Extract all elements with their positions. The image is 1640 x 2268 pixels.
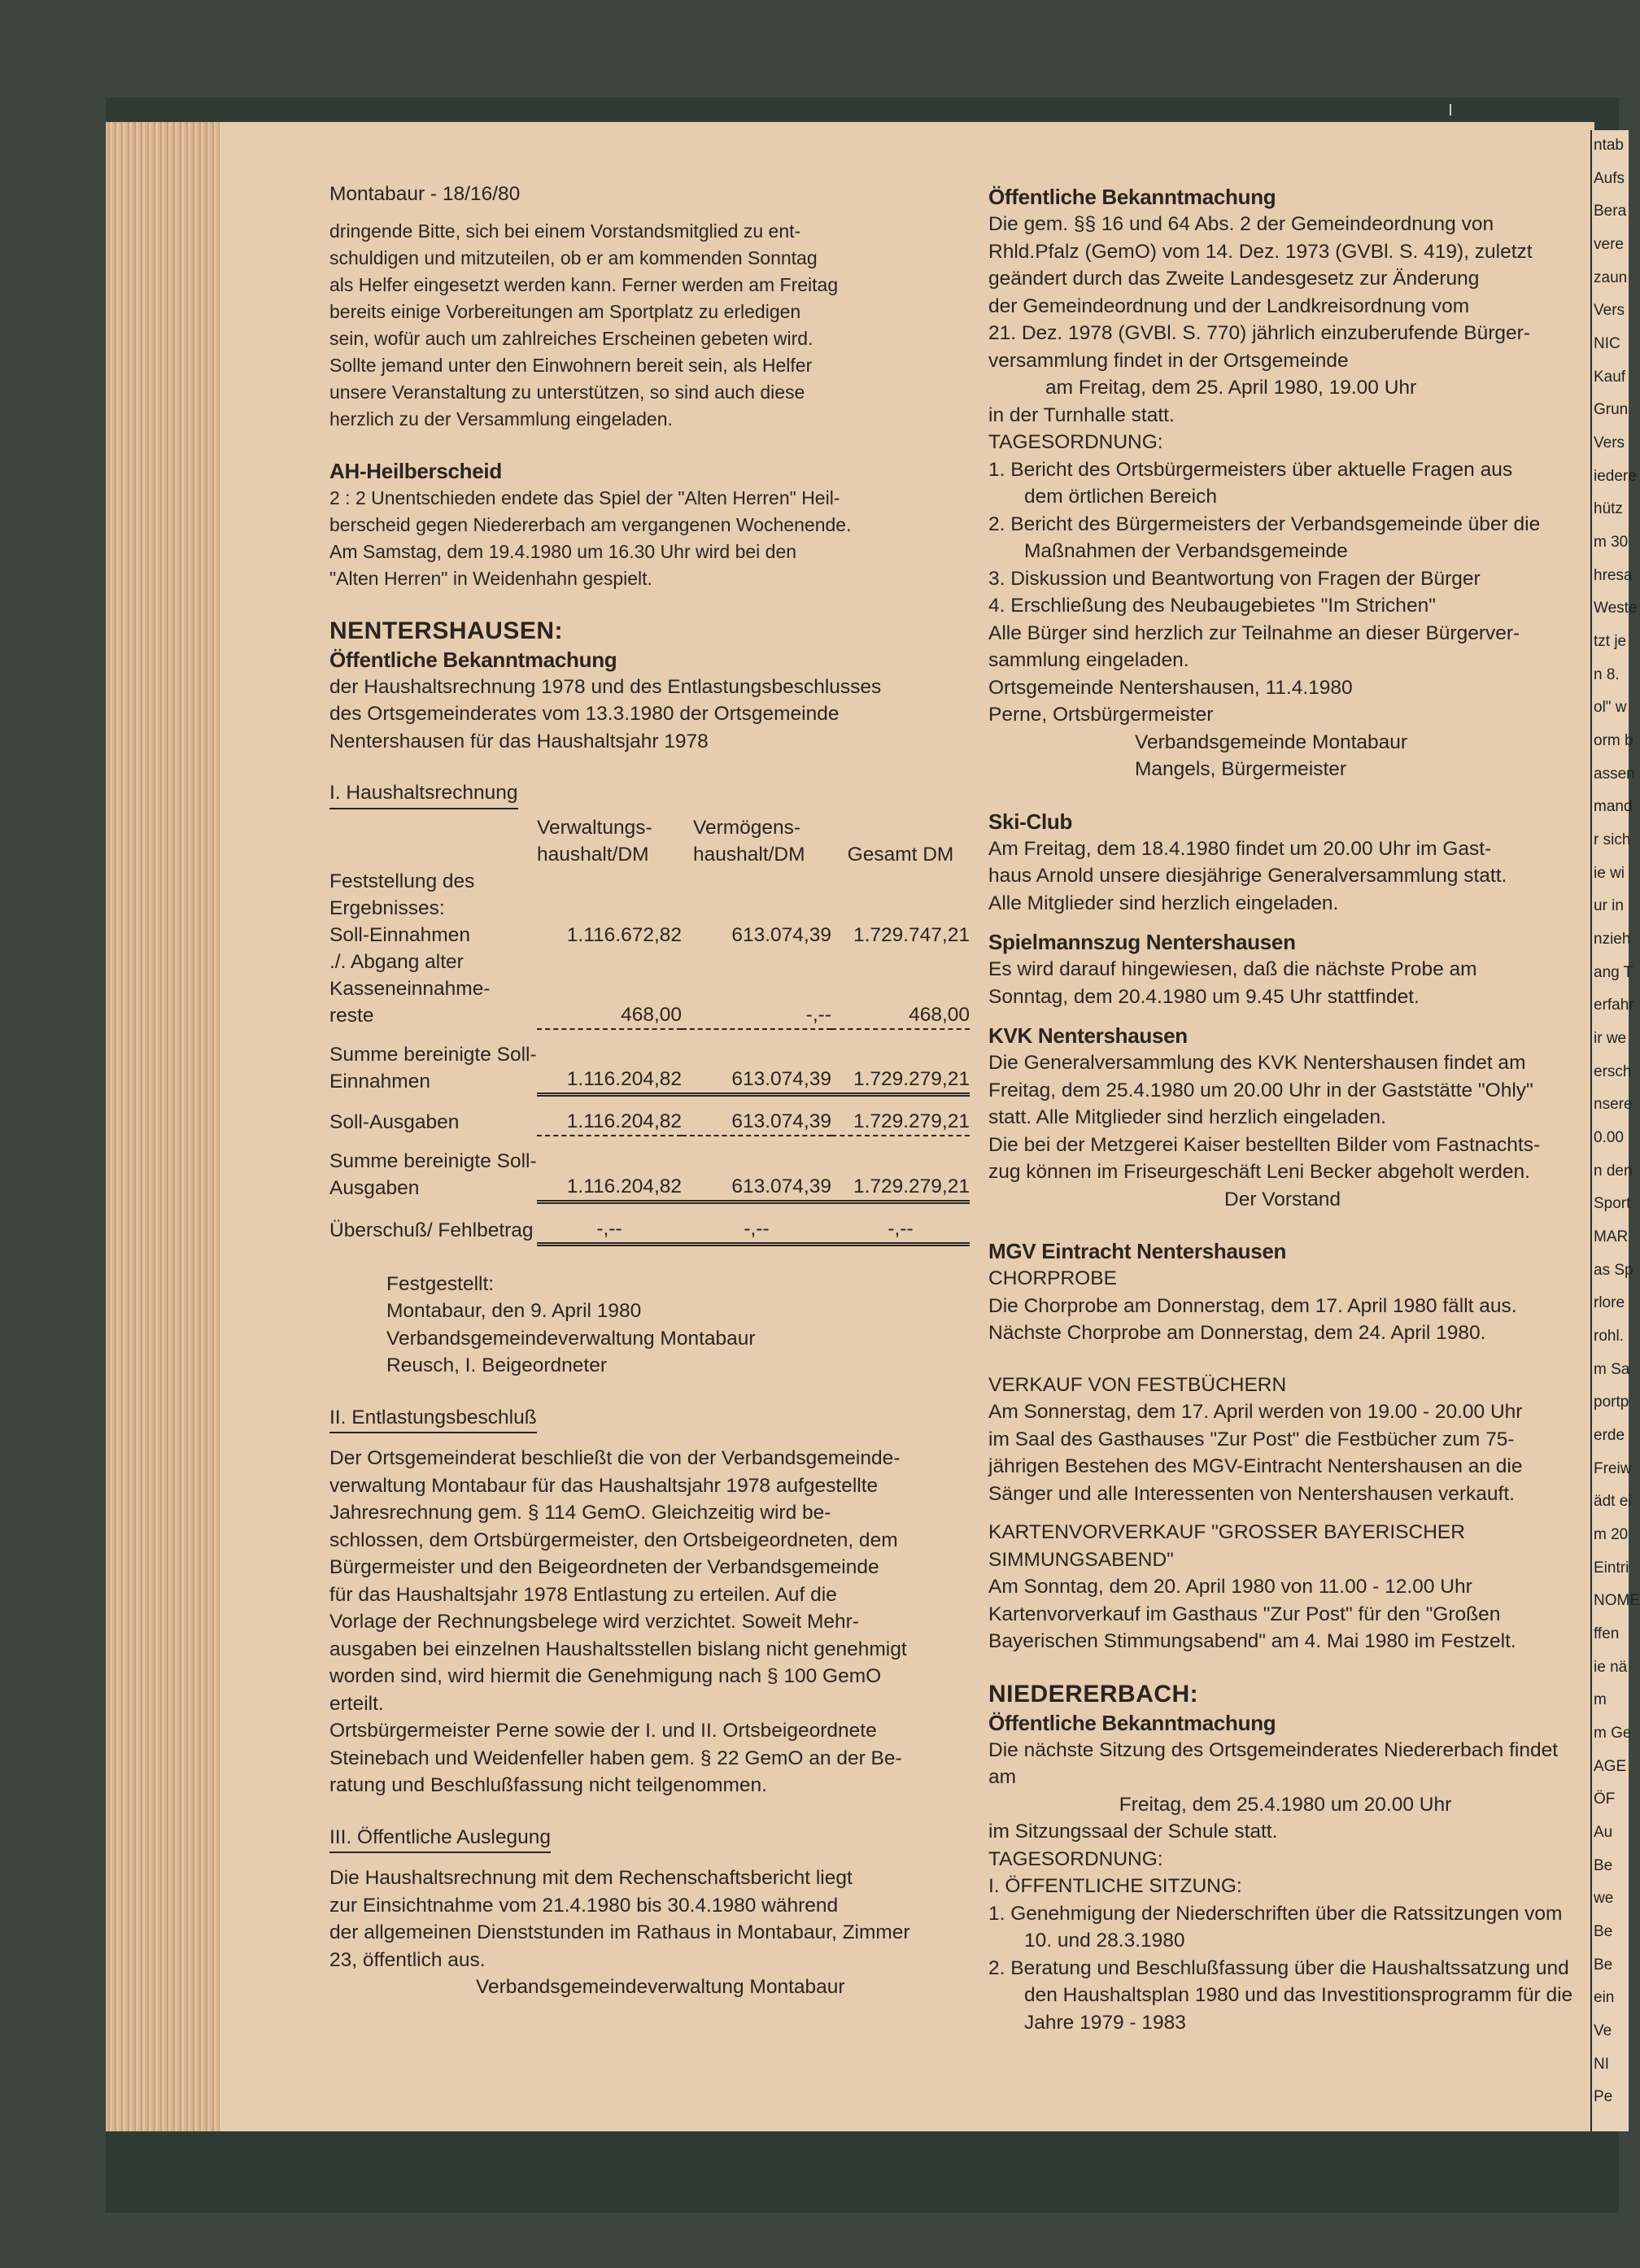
intro-line: schuldigen und mitzuteilen, ob er am kommenden Sonntag bbox=[329, 246, 818, 268]
agenda-item-cont: Maßnahmen der Verbandsgemeinde bbox=[1024, 540, 1348, 562]
niedererbach-paragraph bbox=[988, 1737, 1582, 2037]
cell-gesamt: 1.729.279,21 bbox=[831, 1148, 970, 1202]
table-row bbox=[329, 1108, 970, 1136]
auslegung-signature: Verbandsgemeindeverwaltung Montabaur bbox=[476, 1976, 845, 1998]
adjacent-page-fragment: ÖF bbox=[1594, 1790, 1616, 1808]
cell-gesamt: 1.729.279,21 bbox=[831, 1041, 970, 1095]
ah-line: Am Samstag, dem 19.4.1980 um 16.30 Uhr wird bei den bbox=[329, 540, 797, 562]
adjacent-page-fragment: Au bbox=[1594, 1824, 1613, 1841]
tagesordnung-label: TAGESORDNUNG: bbox=[988, 431, 1163, 453]
ah-paragraph bbox=[329, 485, 980, 592]
adjacent-page-fragment: ersch bbox=[1594, 1063, 1632, 1080]
adjacent-page-fragment: Be bbox=[1594, 1923, 1613, 1940]
adjacent-page-fragment: Freiw bbox=[1594, 1460, 1632, 1477]
auslegung-line: Die Haushaltsrechnung mit dem Rechenschaftsbericht liegt bbox=[329, 1867, 853, 1889]
adjacent-page-fragment: n den bbox=[1594, 1162, 1633, 1180]
kvk-line: Freitag, dem 25.4.1980 um 20.00 Uhr in der Gaststätte "Ohly" bbox=[988, 1079, 1533, 1101]
entlastung-line: Ortsbürgermeister Perne sowie der I. und II. Ortsbeigeordnete bbox=[329, 1720, 877, 1742]
oeff-date: am Freitag, dem 25. April 1980, 19.00 Uhr bbox=[1045, 377, 1417, 399]
adjacent-page-fragment: ffen bbox=[1594, 1625, 1620, 1642]
nieder-public-session: I. ÖFFENTLICHE SITZUNG: bbox=[988, 1875, 1242, 1897]
table-row bbox=[329, 1215, 970, 1245]
adjacent-page-fragment: Weste bbox=[1594, 600, 1638, 617]
oeff-line: Rhld.Pfalz (GemO) vom 14. Dez. 1973 (GVBl. S. 419), zuletzt bbox=[988, 240, 1533, 263]
cell-vermoegen: 613.074,39 bbox=[682, 1041, 831, 1095]
adjacent-page-fragment: 0.00 bbox=[1594, 1129, 1624, 1146]
section-1-title: I. Haushaltsrechnung bbox=[329, 779, 518, 809]
adjacent-page-fragment: ang T bbox=[1594, 964, 1633, 981]
entlastung-line: worden sind, wird hiermit die Genehmigung nach § 100 GemO bbox=[329, 1665, 882, 1687]
mgv-festbuecher-label: VERKAUF VON FESTBÜCHERN bbox=[988, 1373, 1287, 1396]
section-2-title: II. Entlastungsbeschluß bbox=[329, 1404, 537, 1434]
entlastung-line: Vorlage der Rechnungsbelege wird verzichtet. Soweit Mehr- bbox=[329, 1611, 859, 1633]
adjacent-page-fragment: we bbox=[1594, 1890, 1614, 1907]
cell-gesamt: 1.729.747,21 bbox=[853, 923, 970, 946]
oeff-place: in der Turnhalle statt. bbox=[988, 403, 1175, 426]
oeff-signature: Mangels, Bürgermeister bbox=[1135, 758, 1347, 780]
adjacent-page-fragment: ir we bbox=[1594, 1030, 1627, 1047]
haushaltsrechnung-table bbox=[329, 814, 970, 1246]
agenda-item: 2. Bericht des Bürgermeisters der Verbandsgemeinde über die bbox=[988, 512, 1541, 535]
row-label: Summe bereinigte Soll-Einnahmen bbox=[329, 1043, 537, 1093]
festgestellt-line: Montabaur, den 9. April 1980 bbox=[386, 1300, 642, 1322]
nent-line: der Haushaltsrechnung 1978 und des Entlastungsbeschlusses bbox=[329, 675, 882, 698]
mgv-block bbox=[988, 1265, 1582, 1655]
nieder-date: Freitag, dem 25.4.1980 um 20.00 Uhr bbox=[1119, 1793, 1452, 1816]
oeff-line: versammlung findet in der Ortsgemeinde bbox=[988, 349, 1349, 372]
adjacent-page-fragment: nzieh bbox=[1594, 931, 1631, 948]
table-row bbox=[329, 1041, 970, 1095]
agenda-item: 3. Diskussion und Beantwortung von Fragen der Bürger bbox=[988, 567, 1481, 590]
adjacent-page-fragment: NI bbox=[1594, 2056, 1609, 2073]
mgv-chorprobe-label: CHORPROBE bbox=[988, 1267, 1117, 1289]
adjacent-page-fragment: rlore bbox=[1594, 1294, 1625, 1311]
mgv-line: Am Sonnerstag, dem 17. April werden von 19.00 - 20.00 Uhr bbox=[988, 1401, 1523, 1423]
entlastung-paragraph bbox=[329, 1445, 980, 1799]
entlastung-line: schlossen, dem Ortsbürgermeister, den Ortsbeigeordneten, dem bbox=[329, 1529, 898, 1551]
oeff-paragraph bbox=[988, 211, 1582, 783]
mgv-heading: MGV Eintracht Nentershausen bbox=[988, 1239, 1287, 1263]
cell-gesamt: -,-- bbox=[831, 1215, 970, 1245]
mgv-line: Am Sonntag, dem 20. April 1980 von 11.00 - 12.00 Uhr bbox=[988, 1576, 1472, 1598]
scan-mark bbox=[1450, 104, 1451, 116]
adjacent-page-fragment: ein bbox=[1594, 1989, 1615, 2006]
cell-verwaltung: 1.116.204,82 bbox=[537, 1148, 682, 1202]
kvk-line: zug können im Friseurgeschäft Leni Becker abgeholt werden. bbox=[988, 1161, 1530, 1183]
row-label: Summe bereinigte Soll-Ausgaben bbox=[329, 1150, 537, 1199]
adjacent-page-fragment: ol" w bbox=[1594, 699, 1627, 716]
ski-club-heading: Ski-Club bbox=[988, 809, 1073, 834]
cell-verwaltung: 468,00 bbox=[537, 949, 682, 1029]
adjacent-page-fragment: as Sp bbox=[1594, 1262, 1633, 1279]
oeff-closing-line: Perne, Ortsbürgermeister bbox=[988, 704, 1214, 726]
mgv-line: Kartenvorverkauf im Gasthaus "Zur Post" für den "Großen bbox=[988, 1603, 1501, 1625]
auslegung-paragraph bbox=[329, 1865, 980, 2001]
adjacent-page-fragment: zaun bbox=[1594, 269, 1628, 286]
col-gesamt: Gesamt DM bbox=[847, 843, 954, 866]
adjacent-page-fragment: vere bbox=[1594, 236, 1624, 253]
nent-line: des Ortsgemeinderates vom 13.3.1980 der Ortsgemeinde bbox=[329, 703, 840, 725]
adjacent-page-fragment: AGE bbox=[1594, 1758, 1627, 1775]
auslegung-line: 23, öffentlich aus. bbox=[329, 1948, 486, 1971]
nieder-place: im Sitzungssaal der Schule statt. bbox=[988, 1821, 1278, 1843]
kvk-line: Die Generalversammlung des KVK Nentershausen findet am bbox=[988, 1052, 1526, 1074]
festgestellt-line: Festgestellt: bbox=[386, 1272, 495, 1295]
adjacent-page-fragment: ie nä bbox=[1594, 1659, 1628, 1676]
nentershausen-subheading: Öffentliche Bekanntmachung bbox=[329, 647, 617, 672]
intro-line: unsere Veranstaltung zu unterstützen, so sind auch diese bbox=[329, 381, 805, 403]
nieder-tagesordnung: TAGESORDNUNG: bbox=[988, 1847, 1163, 1870]
adjacent-page-fragment: ntab bbox=[1594, 137, 1624, 154]
ski-line: haus Arnold unsere diesjährige Generalversammlung statt. bbox=[988, 865, 1507, 887]
festgestellt-line: Reusch, I. Beigeordneter bbox=[386, 1354, 608, 1376]
nentershausen-paragraph bbox=[329, 674, 980, 756]
oeff-signature: Verbandsgemeinde Montabaur bbox=[1135, 731, 1408, 753]
kvk-heading: KVK Nentershausen bbox=[988, 1023, 1188, 1048]
spielmannszug-paragraph bbox=[988, 956, 1582, 1010]
row-label: Soll-Ausgaben bbox=[329, 1111, 460, 1133]
adjacent-page-strip bbox=[1590, 130, 1640, 2131]
ah-line: 2 : 2 Unentschieden endete das Spiel der "Alten Herren" Heil- bbox=[329, 486, 840, 508]
table-row bbox=[329, 949, 970, 1029]
adjacent-page-fragment: NOME bbox=[1594, 1592, 1640, 1609]
cell-vermoegen: 613.074,39 bbox=[731, 923, 831, 946]
intro-line: Sollte jemand unter den Einwohnern bereit sein, als Helfer bbox=[329, 354, 813, 376]
adjacent-page-fragment: r sich bbox=[1594, 831, 1631, 848]
col-vermoegenshaushalt: Vermögens- haushalt/DM bbox=[693, 816, 805, 866]
section-3-title: III. Öffentliche Auslegung bbox=[329, 1824, 551, 1854]
intro-paragraph bbox=[329, 218, 980, 433]
spiel-line: Sonntag, dem 20.4.1980 um 9.45 Uhr stattfindet. bbox=[988, 985, 1420, 1008]
adjacent-page-fragment: Vers bbox=[1594, 434, 1625, 451]
adjacent-page-fragment: NIC bbox=[1594, 335, 1620, 352]
cell-vermoegen: -,-- bbox=[682, 949, 831, 1029]
mgv-line: Bayerischen Stimmungsabend" am 4. Mai 1980 im Festzelt. bbox=[988, 1630, 1516, 1652]
cell-verwaltung: 1.116.204,82 bbox=[537, 1041, 682, 1095]
intro-line: als Helfer eingesetzt werden kann. Ferner werden am Freitag bbox=[329, 273, 839, 295]
adjacent-page-fragment: Aufs bbox=[1594, 170, 1625, 187]
nieder-agenda-cont: den Haushaltsplan 1980 und das Investitionsprogramm für die bbox=[1024, 1984, 1573, 2006]
col-verwaltungshaushalt: Verwaltungs- haushalt/DM bbox=[537, 816, 652, 866]
entlastung-line: ratung und Beschlußfassung nicht teilgenommen. bbox=[329, 1774, 767, 1796]
oeff-line: Die gem. §§ 16 und 64 Abs. 2 der Gemeindeordnung von bbox=[988, 213, 1494, 235]
entlastung-line: Steinebach und Weidenfeller haben gem. § 22 GemO an der Be- bbox=[329, 1747, 902, 1769]
nieder-agenda-cont: Jahre 1979 - 1983 bbox=[1024, 2011, 1186, 2034]
ah-line: "Alten Herren" in Weidenhahn gespielt. bbox=[329, 567, 652, 589]
entlastung-line: für das Haushaltsjahr 1978 Entlastung zu erteilen. Auf die bbox=[329, 1583, 837, 1606]
adjacent-page-fragment: ie wi bbox=[1594, 865, 1625, 882]
adjacent-page-fragment: Be bbox=[1594, 1956, 1613, 1974]
mgv-kartenvorverkauf-label: KARTENVORVERKAUF "GROSSER BAYERISCHER bbox=[988, 1521, 1465, 1543]
left-column bbox=[329, 181, 980, 2001]
kvk-line: Die bei der Metzgerei Kaiser bestellten Bilder vom Fastnachts- bbox=[988, 1133, 1541, 1156]
adjacent-page-fragment: ädt ei bbox=[1594, 1493, 1632, 1510]
agenda-item-cont: dem örtlichen Bereich bbox=[1024, 486, 1217, 508]
ski-paragraph bbox=[988, 835, 1582, 918]
adjacent-page-fragment: m 20 bbox=[1594, 1526, 1629, 1543]
adjacent-page-fragment: Grun bbox=[1594, 401, 1629, 418]
oeff-line: geändert durch das Zweite Landesgesetz zur Änderung bbox=[988, 268, 1480, 290]
mgv-line: jährigen Bestehen des MGV-Eintracht Nentershausen an die bbox=[988, 1455, 1523, 1477]
adjacent-page-fragment: Kauf bbox=[1594, 369, 1626, 386]
nieder-line: Die nächste Sitzung des Ortsgemeinderates Niedererbach findet bbox=[988, 1738, 1558, 1761]
entlastung-line: Jahresrechnung gem. § 114 GemO. Gleichzeitig wird be- bbox=[329, 1502, 831, 1524]
adjacent-page-fragment: erde bbox=[1594, 1427, 1625, 1444]
adjacent-page-fragment: MAR bbox=[1594, 1228, 1629, 1245]
oeff-closing-line: Alle Bürger sind herzlich zur Teilnahme an dieser Bürgerver- bbox=[988, 622, 1520, 644]
row-label: Feststellung des Ergebnisses: bbox=[329, 870, 475, 919]
adjacent-page-fragment: rohl. bbox=[1594, 1328, 1624, 1345]
table-row bbox=[329, 868, 970, 922]
oeff-line: der Gemeindeordnung und der Landkreisordnung vom bbox=[988, 294, 1470, 317]
agenda-item: 4. Erschließung des Neubaugebietes "Im Strichen" bbox=[988, 595, 1436, 617]
oeff-closing-line: sammlung eingeladen. bbox=[988, 649, 1189, 671]
festgestellt-block bbox=[329, 1271, 980, 1380]
spiel-line: Es wird darauf hingewiesen, daß die nächste Probe am bbox=[988, 958, 1477, 980]
nentershausen-heading: NENTERSHAUSEN: bbox=[329, 617, 564, 644]
adjacent-page-fragment: hütz bbox=[1594, 500, 1623, 517]
nieder-line: am bbox=[988, 1766, 1017, 1788]
kvk-paragraph bbox=[988, 1049, 1582, 1213]
right-column bbox=[988, 183, 1582, 2036]
adjacent-page-fragment: iedere bbox=[1594, 468, 1637, 485]
adjacent-page-fragment: Vers bbox=[1594, 302, 1625, 319]
cell-gesamt: 468,00 bbox=[831, 949, 970, 1029]
adjacent-page-fragment: Eintri bbox=[1594, 1559, 1629, 1577]
adjacent-page-fragment: assen bbox=[1594, 765, 1635, 783]
adjacent-page-fragment: ur in bbox=[1594, 897, 1624, 914]
niedererbach-heading: NIEDERERBACH: bbox=[988, 1680, 1199, 1708]
nieder-agenda-cont: 10. und 28.3.1980 bbox=[1024, 1930, 1185, 1952]
adjacent-page-fragment: m 30 bbox=[1594, 534, 1629, 551]
cell-vermoegen: 613.074,39 bbox=[682, 1108, 831, 1136]
adjacent-page-fragment: hresa bbox=[1594, 567, 1633, 584]
ah-heading: AH-Heilberscheid bbox=[329, 458, 502, 483]
auslegung-line: zur Einsichtnahme vom 21.4.1980 bis 30.4.1980 während bbox=[329, 1894, 839, 1917]
adjacent-page-fragment: Ve bbox=[1594, 2022, 1612, 2039]
niedererbach-subheading: Öffentliche Bekanntmachung bbox=[988, 1710, 1276, 1735]
oeffentliche-bekanntmachung-heading: Öffentliche Bekanntmachung bbox=[988, 185, 1276, 209]
adjacent-page-fragment: portp bbox=[1594, 1394, 1629, 1411]
ski-line: Alle Mitglieder sind herzlich eingeladen. bbox=[988, 892, 1339, 914]
page-edges bbox=[106, 122, 228, 2131]
intro-line: sein, wofür auch um zahlreiches Erscheinen gebeten wird. bbox=[329, 327, 813, 349]
entlastung-line: Der Ortsgemeinderat beschließt die von der Verbandsgemeinde- bbox=[329, 1447, 901, 1469]
intro-line: dringende Bitte, sich bei einem Vorstandsmitglied zu ent- bbox=[329, 220, 801, 242]
mgv-line: Nächste Chorprobe am Donnerstag, dem 24. April 1980. bbox=[988, 1322, 1486, 1344]
adjacent-page-fragment: Be bbox=[1594, 1857, 1613, 1874]
cell-verwaltung: 1.116.204,82 bbox=[537, 1108, 682, 1136]
row-label: ./. Abgang alter Kasseneinnahme- reste bbox=[329, 950, 491, 1027]
cell-vermoegen: 613.074,39 bbox=[682, 1148, 831, 1202]
adjacent-page-fragment: mand bbox=[1594, 798, 1633, 815]
cell-verwaltung: 1.116.672,82 bbox=[566, 923, 682, 946]
mgv-line: im Saal des Gasthauses "Zur Post" die Festbücher zum 75- bbox=[988, 1428, 1515, 1450]
ledger-header-row bbox=[329, 814, 970, 868]
festgestellt-line: Verbandsgemeindeverwaltung Montabaur bbox=[386, 1327, 756, 1350]
entlastung-line: erteilt. bbox=[329, 1692, 384, 1715]
entlastung-line: ausgaben bei einzelnen Haushaltsstellen bislang nicht genehmigt bbox=[329, 1638, 907, 1660]
adjacent-page-fragment: m bbox=[1594, 1691, 1607, 1708]
adjacent-page-fragment: Bera bbox=[1594, 203, 1627, 220]
running-head: Montabaur - 18/16/80 bbox=[329, 183, 521, 205]
oeff-line: 21. Dez. 1978 (GVBl. S. 770) jährlich einzuberufende Bürger- bbox=[988, 322, 1530, 344]
ski-line: Am Freitag, dem 18.4.1980 findet um 20.00 Uhr im Gast- bbox=[988, 837, 1492, 860]
mgv-line: Sänger und alle Interessenten von Nentershausen verkauft. bbox=[988, 1482, 1515, 1505]
mgv-line: Die Chorprobe am Donnerstag, dem 17. April 1980 fällt aus. bbox=[988, 1294, 1517, 1317]
adjacent-page-fragment: m Sa bbox=[1594, 1361, 1630, 1378]
entlastung-line: Bürgermeister und den Beigeordneten der Verbandsgemeinde bbox=[329, 1556, 879, 1578]
agenda-item: 1. Bericht des Ortsbürgermeisters über aktuelle Fragen aus bbox=[988, 458, 1513, 481]
spielmannszug-heading: Spielmannszug Nentershausen bbox=[988, 930, 1296, 954]
intro-line: bereits einige Vorbereitungen am Sportplatz zu erledigen bbox=[329, 300, 801, 322]
adjacent-page-fragment: tzt je bbox=[1594, 633, 1627, 650]
auslegung-line: der allgemeinen Dienststunden im Rathaus in Montabaur, Zimmer bbox=[329, 1921, 910, 1943]
nieder-agenda-item: 1. Genehmigung der Niederschriften über die Ratssitzungen vom bbox=[988, 1902, 1563, 1925]
row-label: Überschuß/ Fehlbetrag bbox=[329, 1219, 534, 1241]
adjacent-page-fragment: Sport bbox=[1594, 1195, 1631, 1212]
entlastung-line: verwaltung Montabaur für das Haushaltsjahr 1978 aufgestellte bbox=[329, 1474, 879, 1497]
intro-line: herzlich zu der Versammlung eingeladen. bbox=[329, 408, 673, 430]
adjacent-page-fragment: erfahr bbox=[1594, 997, 1634, 1014]
oeff-closing-line: Ortsgemeinde Nentershausen, 11.4.1980 bbox=[988, 676, 1353, 699]
adjacent-page-fragment: orm b bbox=[1594, 732, 1633, 749]
kvk-signature: Der Vorstand bbox=[1224, 1188, 1341, 1210]
nieder-agenda-item: 2. Beratung und Beschlußfassung über die Haushaltssatzung und bbox=[988, 1956, 1569, 1979]
kvk-line: statt. Alle Mitglieder sind herzlich eingeladen. bbox=[988, 1106, 1386, 1128]
table-row bbox=[329, 922, 970, 949]
cell-vermoegen: -,-- bbox=[682, 1215, 831, 1245]
cell-gesamt: 1.729.279,21 bbox=[831, 1108, 970, 1136]
table-row bbox=[329, 1148, 970, 1202]
adjacent-page-fragment: Pe bbox=[1594, 2088, 1613, 2105]
row-label: Soll-Einnahmen bbox=[329, 923, 470, 946]
mgv-kartenvorverkauf-label: SIMMUNGSABEND" bbox=[988, 1548, 1174, 1571]
adjacent-page-fragment: m Ge bbox=[1594, 1725, 1632, 1742]
cell-verwaltung: -,-- bbox=[537, 1215, 682, 1245]
nent-line: Nentershausen für das Haushaltsjahr 1978 bbox=[329, 730, 709, 752]
adjacent-page-fragment: n 8. bbox=[1594, 666, 1620, 683]
adjacent-page-fragment: nsere bbox=[1594, 1096, 1633, 1113]
ah-line: berscheid gegen Niedererbach am vergangenen Wochenende. bbox=[329, 513, 852, 535]
